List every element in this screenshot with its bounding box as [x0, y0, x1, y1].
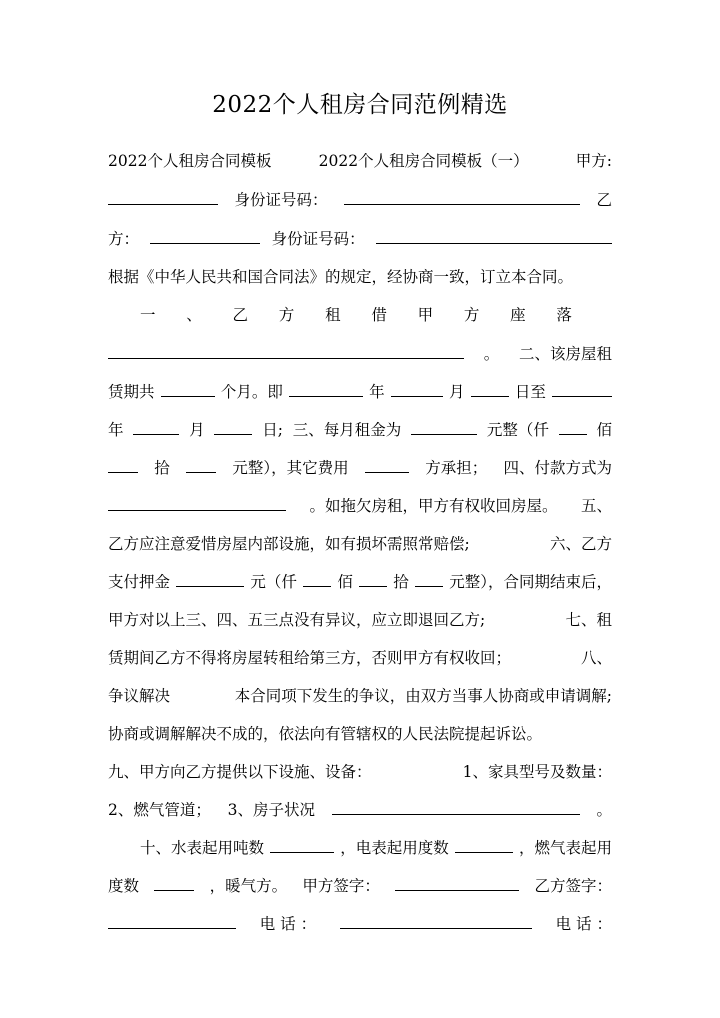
- fill-blank: [214, 418, 252, 435]
- text-segment: 个月。即: [220, 383, 283, 401]
- fill-blank: [161, 380, 215, 397]
- text-segment: ，暖气方。: [209, 877, 288, 895]
- text-segment: 拾: [154, 459, 170, 477]
- fill-blank: [186, 456, 216, 473]
- text-segment: 十、水表起用吨数: [140, 839, 265, 857]
- text-segment: 八、: [580, 649, 612, 667]
- fill-blank: [391, 380, 443, 397]
- fill-blank: [395, 874, 519, 891]
- text-char: 方: [463, 306, 480, 324]
- fill-blank: [344, 188, 580, 205]
- text-line-6: [108, 340, 612, 368]
- text-segment: 乙方签字：: [534, 877, 612, 895]
- text-segment: 元（仟: [250, 573, 297, 591]
- fill-blank: [415, 570, 443, 587]
- text-line-16: [108, 720, 612, 748]
- fill-blank: [176, 570, 244, 587]
- text-char: 落: [556, 306, 572, 324]
- text-char: 座: [510, 306, 526, 324]
- fill-blank: [108, 188, 218, 205]
- text-segment: 电 话 ：: [555, 915, 612, 933]
- text-segment: 月: [448, 383, 465, 401]
- text-segment: ，燃气表起用: [518, 839, 612, 857]
- text-line-2: [108, 186, 612, 214]
- text-segment: 乙方应注意爱惜房屋内部设施，如有损坏需照常赔偿;: [108, 535, 470, 553]
- fill-blank: [411, 418, 477, 435]
- text-segment: 方：: [108, 230, 140, 248]
- text-segment: 佰: [596, 421, 612, 439]
- text-segment: 度数: [108, 877, 140, 895]
- fill-blank: [365, 456, 409, 473]
- text-char: 、: [186, 306, 202, 324]
- fill-blank: [108, 912, 236, 929]
- text-segment: 六、乙方: [549, 535, 612, 553]
- text-line-1: [108, 147, 612, 175]
- text-segment: ，电表起用度数: [340, 839, 449, 857]
- text-line-3: [108, 225, 612, 253]
- text-line-11: [108, 530, 612, 558]
- text-segment: 乙: [596, 191, 612, 209]
- text-line-13: [108, 606, 612, 634]
- text-segment: 协商或调解解决不成的，依法向有管辖权的人民法院提起诉讼。: [108, 725, 543, 743]
- text-segment: 1、家具型号及数量：: [462, 763, 612, 781]
- text-segment: 日;: [262, 421, 283, 439]
- fill-blank: [108, 456, 138, 473]
- text-segment: 。如拖欠房租，甲方有权收回房屋。: [309, 497, 558, 515]
- text-segment: 七、租: [565, 611, 612, 629]
- text-segment: 五、: [580, 497, 612, 515]
- fill-blank: [340, 912, 532, 929]
- text-segment: 年: [369, 383, 385, 401]
- text-segment: 2、燃气管道；: [108, 801, 211, 819]
- fill-blank: [455, 836, 513, 853]
- text-segment: 拾: [393, 573, 409, 591]
- text-char: 乙: [232, 306, 249, 324]
- fill-blank: [471, 380, 509, 397]
- text-char: 租: [325, 306, 341, 324]
- text-segment: 元整），合同期结束后，: [449, 573, 612, 591]
- fill-blank: [332, 798, 580, 815]
- page-title: 2022个人租房合同范例精选: [212, 92, 508, 118]
- text-line-7: [108, 378, 612, 406]
- fill-blank: [108, 342, 464, 359]
- text-segment: 身份证号码：: [234, 191, 328, 209]
- fill-blank: [559, 418, 587, 435]
- text-line-8: [108, 416, 612, 444]
- fill-blank: [303, 570, 331, 587]
- text-line-20: [108, 872, 612, 900]
- text-line-14: [108, 644, 612, 672]
- text-segment: 甲方:: [575, 152, 612, 170]
- text-line-21: [108, 910, 612, 938]
- text-segment: 赁期间乙方不得将房屋转租给第三方，否则甲方有权收回；: [108, 649, 512, 667]
- fill-blank: [552, 380, 612, 397]
- text-segment: 佰: [337, 573, 353, 591]
- text-segment: 甲方对以上三、四、五三点没有异议，应立即退回乙方;: [108, 611, 486, 629]
- fill-blank: [359, 570, 387, 587]
- fill-blank: [150, 227, 260, 244]
- text-char: 一: [140, 306, 156, 324]
- fill-blank: [270, 836, 334, 853]
- fill-blank: [108, 494, 286, 511]
- text-segment: 三、每月租金为: [292, 421, 402, 439]
- text-segment: 根据《中华人民共和国合同法》的规定，经协商一致，订立本合同。: [108, 268, 574, 286]
- text-segment: 年: [108, 421, 124, 439]
- text-segment: 。: [596, 801, 612, 819]
- fill-blank: [154, 874, 194, 891]
- text-segment: 身份证号码：: [271, 230, 365, 248]
- text-segment: 2022个人租房合同模板（一）: [318, 152, 529, 170]
- text-segment: 方承担；: [425, 459, 488, 477]
- text-segment: 元整），其它费用: [232, 459, 349, 477]
- text-char: 借: [371, 306, 387, 324]
- text-segment: 支付押金: [108, 573, 171, 591]
- text-line-19: [140, 834, 612, 862]
- fill-blank: [376, 227, 612, 244]
- text-line-12: [108, 568, 612, 596]
- fill-blank: [289, 380, 363, 397]
- text-segment: 二、该房屋租: [518, 345, 612, 363]
- text-segment: 甲方签字：: [302, 877, 380, 895]
- text-segment: 本合同项下发生的争议，由双方当事人协商或申请调解;: [234, 687, 612, 705]
- text-segment: 月: [189, 421, 205, 439]
- text-line-10: [108, 492, 612, 520]
- text-segment: 2022个人租房合同模板: [108, 152, 272, 170]
- text-segment: 争议解决: [108, 687, 171, 705]
- text-segment: 四、付款方式为: [503, 459, 612, 477]
- text-line-4: [108, 263, 612, 291]
- text-segment: 3、房子状况: [227, 801, 315, 819]
- text-line-18: [108, 796, 612, 824]
- text-segment: 日至: [514, 383, 546, 401]
- text-segment: 赁期共: [108, 383, 155, 401]
- text-char: 方: [278, 306, 295, 324]
- text-line-15: [108, 682, 612, 710]
- text-segment: 九、甲方向乙方提供以下设施、设备：: [108, 763, 372, 781]
- text-char: 甲: [417, 306, 434, 324]
- text-line-17: [108, 758, 612, 786]
- text-segment: 电 话 ：: [259, 915, 317, 933]
- text-segment: 元整（仟: [486, 421, 549, 439]
- text-line-9: [108, 454, 612, 482]
- text-line-5: [140, 301, 572, 329]
- fill-blank: [133, 418, 179, 435]
- text-segment: 。: [483, 345, 500, 363]
